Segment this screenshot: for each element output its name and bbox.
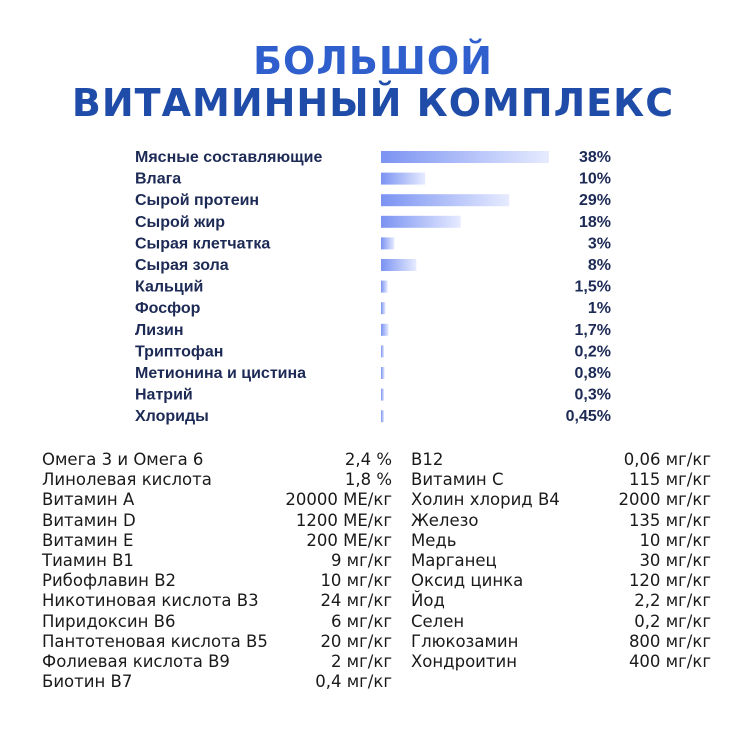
- value-label: 1,7%: [574, 321, 611, 339]
- nutrient-row: [411, 531, 711, 551]
- category-label: Сырой жир: [135, 213, 225, 231]
- value-label: 18%: [578, 213, 611, 231]
- category-label: Влага: [135, 170, 182, 188]
- nutrient-value: 1,8 %: [344, 470, 392, 490]
- nutrient-value: 2,4 %: [344, 450, 392, 469]
- nutrient-value: 135 мг/кг: [628, 510, 711, 530]
- nutrient-value: 6 мг/кг: [330, 611, 392, 631]
- nutrient-row: [42, 551, 392, 571]
- category-label: Хлориды: [135, 408, 209, 426]
- nutrient-row: [411, 490, 711, 510]
- nutrient-row: [411, 511, 711, 531]
- title-line-1: БОЛЬШОЙ: [253, 39, 493, 83]
- bar: [381, 410, 384, 422]
- bar: [381, 302, 385, 314]
- nutrient-name: Пантотеновая кислота В5: [42, 631, 268, 651]
- bar: [381, 216, 461, 228]
- value-label: 0,45%: [565, 408, 611, 426]
- bar: [381, 173, 425, 185]
- nutrient-name: Холин хлорид В4: [411, 490, 560, 510]
- value-label: 38%: [578, 149, 611, 166]
- nutrient-name: Омега 3 и Омега 6: [42, 450, 204, 469]
- nutrient-value: 20 мг/кг: [320, 631, 392, 651]
- nutrient-name: Хондроитин: [411, 651, 518, 671]
- nutrient-name: Оксид цинка: [411, 571, 524, 591]
- nutrient-name: Глюкозамин: [411, 631, 519, 651]
- nutrient-value: 800 мг/кг: [628, 631, 711, 651]
- category-label: Метионина и цистина: [135, 365, 307, 382]
- nutrient-name: Тиамин В1: [42, 550, 134, 570]
- value-label: 3%: [587, 235, 611, 253]
- nutrient-name: В12: [411, 450, 444, 469]
- nutrient-value: 20000 МЕ/кг: [285, 490, 392, 510]
- nutrient-value: 115 мг/кг: [628, 470, 711, 490]
- nutrient-row: [42, 672, 392, 692]
- nutrient-row: [411, 571, 711, 591]
- nutrient-row: [411, 470, 711, 490]
- value-label: 1,5%: [574, 278, 611, 296]
- bar: [381, 151, 549, 163]
- nutrient-name: Витамин С: [411, 470, 504, 490]
- nutrient-value: 10 мг/кг: [320, 571, 392, 591]
- bar: [381, 194, 509, 206]
- nutrient-value: 2000 мг/кг: [618, 490, 711, 510]
- nutrient-value: 30 мг/кг: [639, 550, 711, 570]
- nutrient-name: Марганец: [411, 550, 497, 570]
- nutrient-value: 2 мг/кг: [330, 651, 392, 671]
- nutrient-row: [411, 551, 711, 571]
- nutrient-value: 0,06 мг/кг: [623, 450, 711, 469]
- nutrient-value: 120 мг/кг: [628, 571, 711, 591]
- nutrient-value: 0,2 мг/кг: [634, 611, 711, 631]
- nutrient-row: [42, 531, 392, 551]
- bar: [381, 237, 394, 249]
- nutrient-row: [42, 632, 392, 652]
- nutrient-name: Йод: [411, 591, 445, 611]
- nutrient-name: Медь: [411, 530, 457, 550]
- nutrient-row: [411, 591, 711, 611]
- nutrient-value: 200 МЕ/кг: [306, 530, 392, 550]
- nutrient-name: Витамин D: [42, 510, 136, 530]
- nutrient-row: [411, 632, 711, 652]
- nutrient-name: Пиридоксин В6: [42, 611, 176, 631]
- category-label: Сырой протеин: [135, 192, 260, 210]
- category-label: Фосфор: [135, 300, 201, 318]
- nutrient-name: Рибофлавин В2: [42, 571, 177, 591]
- nutrient-row: [42, 591, 392, 611]
- nutrient-row: [42, 652, 392, 672]
- title-line-2: ВИТАМИННЫЙ КОМПЛЕКС: [71, 81, 675, 125]
- nutrient-name: Фолиевая кислота В9: [42, 651, 230, 671]
- bar: [381, 324, 389, 336]
- nutrient-name: Селен: [411, 611, 465, 631]
- category-label: Сырая клетчатка: [135, 235, 271, 253]
- nutrient-row: [411, 652, 711, 672]
- nutrient-name: Железо: [411, 510, 479, 530]
- nutrient-row: [411, 612, 711, 632]
- category-label: Сырая зола: [135, 257, 229, 274]
- category-label: Натрий: [135, 386, 193, 404]
- bar: [381, 259, 416, 271]
- nutrient-row: [42, 450, 392, 470]
- nutrient-value: 1200 МЕ/кг: [295, 510, 392, 530]
- value-label: 0,8%: [574, 365, 611, 382]
- nutrient-row: [42, 490, 392, 510]
- nutrients-left-column: [42, 450, 392, 692]
- nutrient-name: Биотин В7: [42, 672, 133, 692]
- nutrient-name: Линолевая кислота: [42, 470, 212, 490]
- nutrients-right-column: [411, 450, 711, 672]
- nutrient-value: 2,2 мг/кг: [634, 591, 711, 611]
- category-label: Триптофан: [135, 343, 224, 361]
- nutrient-value: 9 мг/кг: [330, 550, 392, 570]
- bar: [381, 367, 385, 379]
- nutrient-row: [42, 511, 392, 531]
- category-label: Мясные составляющие: [135, 149, 323, 166]
- value-label: 10%: [578, 170, 611, 188]
- value-label: 0,2%: [574, 343, 611, 361]
- nutrient-row: [42, 571, 392, 591]
- nutrient-name: Витамин А: [42, 490, 135, 510]
- value-label: 29%: [578, 192, 611, 210]
- nutrient-row: [411, 450, 711, 470]
- composition-bar-chart: [0, 140, 746, 440]
- bar: [381, 389, 384, 401]
- nutrient-row: [42, 470, 392, 490]
- category-label: Лизин: [135, 321, 184, 339]
- bar: [381, 281, 388, 293]
- category-label: Кальций: [135, 278, 204, 296]
- nutrient-value: 0,4 мг/кг: [315, 672, 392, 692]
- bar: [381, 345, 384, 357]
- value-label: 1%: [587, 300, 611, 318]
- nutrient-name: Никотиновая кислота В3: [42, 591, 259, 611]
- nutrient-row: [42, 612, 392, 632]
- value-label: 8%: [587, 257, 611, 274]
- nutrient-name: Витамин Е: [42, 530, 134, 550]
- nutrient-value: 24 мг/кг: [320, 591, 392, 611]
- value-label: 0,3%: [574, 386, 611, 404]
- nutrient-value: 400 мг/кг: [628, 651, 711, 671]
- nutrient-value: 10 мг/кг: [639, 530, 711, 550]
